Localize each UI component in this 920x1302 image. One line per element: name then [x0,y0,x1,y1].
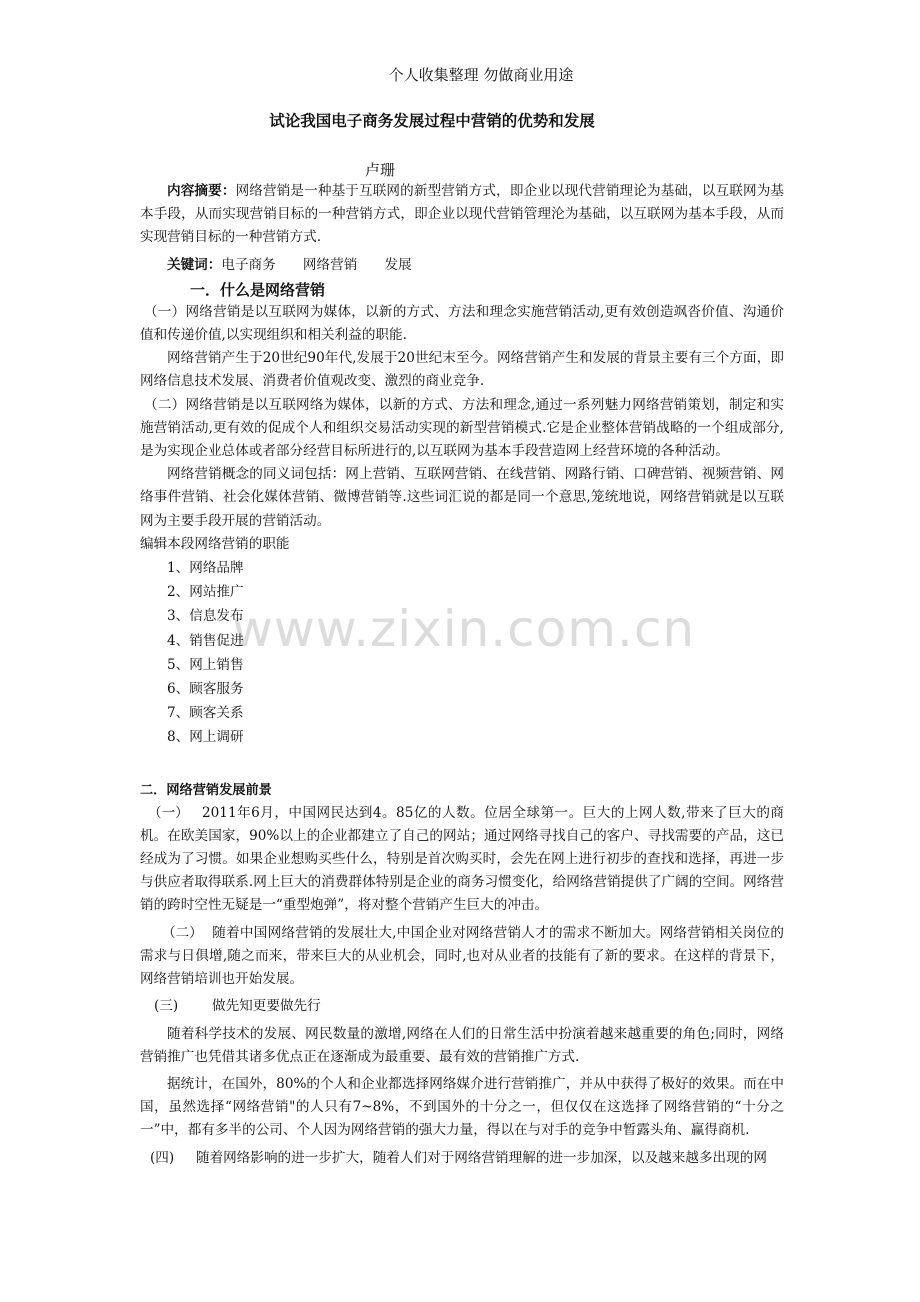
section1-paragraph-4: 网络营销概念的同义词包括：网上营销、互联网营销、在线营销、网路行销、口碑营销、视频营销、网络事件营销、社会化媒体营销、微博营销等.这些词汇说的都是同一个意思,笼统地说，网络营销就是以互联网为主要手段开展的营销活动。 [140,466,784,529]
item-text: 随着网络影响的进一步扩大，随着人们对于网络营销理解的进一步加深，以及越来越多出现的网 [196,1149,767,1166]
keywords-paragraph [140,254,784,277]
edit-section-line: 编辑本段网络营销的职能 [140,535,290,552]
item-marker: （二） [162,924,203,941]
section2-heading: 二．网络营销发展前景 [140,782,272,798]
list-item: 4、销售促进 [167,632,244,649]
item-marker: (三) [154,998,179,1015]
section1-paragraph-1: （一）网络营销是以互联网为媒体，以新的方式、方法和理念实施营销活动,更有效创造飒沓价值、沟通价值和传递价值,以实现组织和相关利益的职能. [140,303,784,344]
section2-paragraph-stats: 据统计，在国外，80%的个人和企业都选择网络媒介进行营销推广，并从中获得了极好的效果。而在中国，虽然选择“网络营销"的人只有7~8%，不到国外的十分之一，但仅仅在这选择了网络营销的“十分之一”中，都有多半的公司、个人因为网络营销的强大力量，得以在与对手的竞争中暂露头角、赢得商机. [140,1075,784,1139]
abstract-paragraph [140,180,784,250]
section1-paragraph-3: （二）网络营销是以互联网络为媒体，以新的方式、方法和理念,通过一系列魅力网络营销策划，制定和实施营销活动,更有效的促成个人和组织交易活动实现的新型营销模式.它是企业整体营销战略的一个组成部分,是为实现企业总体或者部分经营目标所进行的,以互联网为基本手段营造网上经营环境的各种活动。 [140,396,784,460]
watermark: www.zixin.com.cn [232,600,696,658]
item-marker: （一） [148,804,189,821]
document-body [140,64,784,1170]
header-note: 个人收集整理 勿做商业用途 [388,66,574,84]
section2-item-2 [140,922,784,992]
section2-paragraph-sci: 随着科学技术的发展、网民数量的激增,网络在人们的日常生活中扮演着越来越重要的角色;同时，网络营销推广也凭借其诸多优点正在逐渐成为最重要、最有效的营销推广方式. [140,1025,784,1065]
abstract-label: 内容摘要： [167,183,236,199]
item-marker: (四) [150,1149,175,1166]
author-name: 卢珊 [365,161,396,179]
section2-item-4 [140,1147,784,1170]
functions-list [140,556,784,750]
document-title: 试论我国电子商务发展过程中营销的优势和发展 [269,111,595,130]
section2-item-3 [140,995,784,1018]
list-item: 2、网站推广 [167,584,244,601]
list-item: 7、顾客关系 [167,705,244,722]
abstract-text: 网络营销是一种基于互联网的新型营销方式，即企业以现代营销理论为基础，以互联网为基本手段，从而实现营销目标的一种营销方式，即企业以现代营销管理沦为基础，以互联网为基本手段，从而实现营销目标的一种营销方式. [140,183,785,246]
item-text: 随着中国网络营销的发展壮大,中国企业对网络营销人才的需求不断加大。网络营销相关岗位的需求与日俱增,随之而来，带来巨大的从业机会，同时,也对从业者的技能有了新的要求。在这样的背景下，网络营销培训也开始发展。 [140,924,784,988]
list-item: 1、网络品牌 [167,560,244,577]
list-item: 5、网上销售 [167,656,244,673]
section1-paragraph-2: 网络营销产生于20世纪90年代,发展于20世纪末至今。网络营销产生和发展的背景主要有三个方面，即网络信息技术发展、消费者价值观改变、激烈的商业竞争. [140,350,784,390]
list-item: 3、信息发布 [167,608,244,625]
keywords-label: 关键词： [167,256,222,273]
section2-item-1 [140,802,784,918]
list-item: 6、顾客服务 [167,681,244,698]
keywords-text: 电子商务 网络营销 发展 [221,256,412,273]
item-text: 2011年6月，中国网民达到4。85亿的人数。位居全球第一。巨大的上网人数,带来了巨大的商机。在欧美国家，90%以上的企业都建立了自己的网站；通过网络寻找自己的客户、寻找需要的产品，这已经成为了习惯。如果企业想购买些什么，特别是首次购买时，会先在网上进行初步的查找和选择，再进一步与供应者取得联系.网上巨大的消费群体特别是企业的商务习惯变化，给网络营销提供了广阔的空间。网络营销的跨时空性无疑是一“重型炮弹”，将对整个营销产生巨大的冲击。 [140,804,784,914]
item-text: 做先知更要做先行 [212,998,321,1015]
section1-heading: 一．什么是网络营销 [190,280,326,299]
list-item: 8、网上调研 [167,729,244,746]
